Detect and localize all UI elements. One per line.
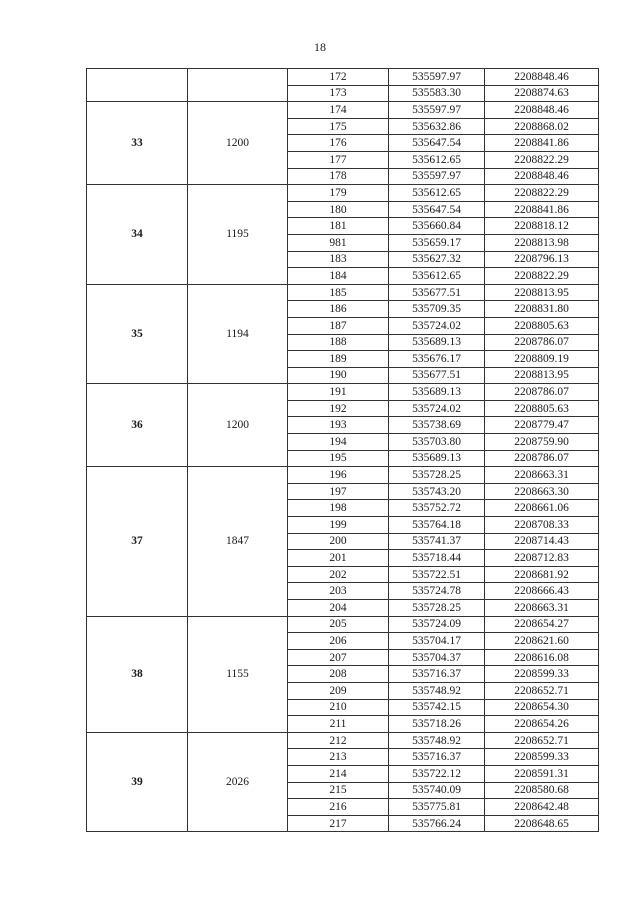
point-number-cell: 192 xyxy=(288,400,389,417)
plot-number-cell: 38 xyxy=(87,616,188,732)
x-coordinate-cell: 535597.97 xyxy=(389,168,485,185)
plot-number-cell: 37 xyxy=(87,467,188,616)
point-number-cell: 204 xyxy=(288,600,389,617)
point-number-cell: 199 xyxy=(288,517,389,534)
x-coordinate-cell: 535612.65 xyxy=(389,151,485,168)
x-coordinate-cell: 535728.25 xyxy=(389,600,485,617)
x-coordinate-cell: 535703.80 xyxy=(389,434,485,451)
point-number-cell: 188 xyxy=(288,334,389,351)
x-coordinate-cell: 535728.25 xyxy=(389,467,485,484)
point-number-cell: 200 xyxy=(288,533,389,550)
point-number-cell: 191 xyxy=(288,384,389,401)
y-coordinate-cell: 2208786.07 xyxy=(485,450,599,467)
point-number-cell: 213 xyxy=(288,749,389,766)
x-coordinate-cell: 535752.72 xyxy=(389,500,485,517)
x-coordinate-cell: 535740.09 xyxy=(389,782,485,799)
x-coordinate-cell: 535742.15 xyxy=(389,699,485,716)
y-coordinate-cell: 2208599.33 xyxy=(485,749,599,766)
y-coordinate-cell: 2208712.83 xyxy=(485,550,599,567)
y-coordinate-cell: 2208813.98 xyxy=(485,234,599,251)
y-coordinate-cell: 2208652.71 xyxy=(485,682,599,699)
point-number-cell: 190 xyxy=(288,367,389,384)
x-coordinate-cell: 535597.97 xyxy=(389,69,485,86)
y-coordinate-cell: 2208642.48 xyxy=(485,799,599,816)
x-coordinate-cell: 535709.35 xyxy=(389,301,485,318)
table-row xyxy=(87,102,599,119)
y-coordinate-cell: 2208708.33 xyxy=(485,517,599,534)
table-row xyxy=(87,69,599,86)
x-coordinate-cell: 535647.54 xyxy=(389,201,485,218)
y-coordinate-cell: 2208648.65 xyxy=(485,815,599,832)
area-cell: 1200 xyxy=(188,102,288,185)
plot-number-cell: 36 xyxy=(87,384,188,467)
x-coordinate-cell: 535724.02 xyxy=(389,400,485,417)
y-coordinate-cell: 2208681.92 xyxy=(485,566,599,583)
point-number-cell: 203 xyxy=(288,583,389,600)
point-number-cell: 184 xyxy=(288,268,389,285)
point-number-cell: 197 xyxy=(288,483,389,500)
plot-number-cell xyxy=(87,69,188,102)
y-coordinate-cell: 2208663.31 xyxy=(485,600,599,617)
point-number-cell: 202 xyxy=(288,566,389,583)
x-coordinate-cell: 535597.97 xyxy=(389,102,485,119)
point-number-cell: 177 xyxy=(288,151,389,168)
x-coordinate-cell: 535716.37 xyxy=(389,666,485,683)
point-number-cell: 196 xyxy=(288,467,389,484)
x-coordinate-cell: 535718.44 xyxy=(389,550,485,567)
y-coordinate-cell: 2208666.43 xyxy=(485,583,599,600)
x-coordinate-cell: 535689.13 xyxy=(389,384,485,401)
point-number-cell: 183 xyxy=(288,251,389,268)
point-number-cell: 205 xyxy=(288,616,389,633)
area-cell xyxy=(188,69,288,102)
x-coordinate-cell: 535748.92 xyxy=(389,682,485,699)
y-coordinate-cell: 2208813.95 xyxy=(485,284,599,301)
y-coordinate-cell: 2208654.26 xyxy=(485,716,599,733)
x-coordinate-cell: 535659.17 xyxy=(389,234,485,251)
point-number-cell: 216 xyxy=(288,799,389,816)
point-number-cell: 208 xyxy=(288,666,389,683)
y-coordinate-cell: 2208654.27 xyxy=(485,616,599,633)
x-coordinate-cell: 535722.51 xyxy=(389,566,485,583)
point-number-cell: 178 xyxy=(288,168,389,185)
point-number-cell: 981 xyxy=(288,234,389,251)
table-row xyxy=(87,467,599,484)
y-coordinate-cell: 2208663.30 xyxy=(485,483,599,500)
point-number-cell: 179 xyxy=(288,185,389,202)
x-coordinate-cell: 535689.13 xyxy=(389,450,485,467)
y-coordinate-cell: 2208786.07 xyxy=(485,334,599,351)
area-cell: 1195 xyxy=(188,185,288,285)
x-coordinate-cell: 535677.51 xyxy=(389,284,485,301)
x-coordinate-cell: 535612.65 xyxy=(389,268,485,285)
y-coordinate-cell: 2208663.31 xyxy=(485,467,599,484)
plot-number-cell: 33 xyxy=(87,102,188,185)
x-coordinate-cell: 535689.13 xyxy=(389,334,485,351)
y-coordinate-cell: 2208841.86 xyxy=(485,135,599,152)
point-number-cell: 198 xyxy=(288,500,389,517)
point-number-cell: 180 xyxy=(288,201,389,218)
table-row xyxy=(87,732,599,749)
x-coordinate-cell: 535583.30 xyxy=(389,85,485,102)
point-number-cell: 172 xyxy=(288,69,389,86)
x-coordinate-cell: 535743.20 xyxy=(389,483,485,500)
y-coordinate-cell: 2208818.12 xyxy=(485,218,599,235)
point-number-cell: 214 xyxy=(288,765,389,782)
x-coordinate-cell: 535741.37 xyxy=(389,533,485,550)
table-row xyxy=(87,384,599,401)
point-number-cell: 185 xyxy=(288,284,389,301)
coordinates-table xyxy=(86,68,599,832)
y-coordinate-cell: 2208654.30 xyxy=(485,699,599,716)
x-coordinate-cell: 535677.51 xyxy=(389,367,485,384)
point-number-cell: 189 xyxy=(288,351,389,368)
x-coordinate-cell: 535775.81 xyxy=(389,799,485,816)
y-coordinate-cell: 2208616.08 xyxy=(485,649,599,666)
y-coordinate-cell: 2208848.46 xyxy=(485,168,599,185)
y-coordinate-cell: 2208848.46 xyxy=(485,102,599,119)
x-coordinate-cell: 535718.26 xyxy=(389,716,485,733)
y-coordinate-cell: 2208809.19 xyxy=(485,351,599,368)
x-coordinate-cell: 535724.78 xyxy=(389,583,485,600)
x-coordinate-cell: 535704.17 xyxy=(389,633,485,650)
area-cell: 1194 xyxy=(188,284,288,384)
table-row xyxy=(87,616,599,633)
x-coordinate-cell: 535764.18 xyxy=(389,517,485,534)
x-coordinate-cell: 535612.65 xyxy=(389,185,485,202)
point-number-cell: 173 xyxy=(288,85,389,102)
y-coordinate-cell: 2208822.29 xyxy=(485,268,599,285)
point-number-cell: 207 xyxy=(288,649,389,666)
point-number-cell: 187 xyxy=(288,317,389,334)
point-number-cell: 217 xyxy=(288,815,389,832)
y-coordinate-cell: 2208831.80 xyxy=(485,301,599,318)
table-row xyxy=(87,185,599,202)
point-number-cell: 193 xyxy=(288,417,389,434)
point-number-cell: 186 xyxy=(288,301,389,318)
point-number-cell: 194 xyxy=(288,434,389,451)
point-number-cell: 195 xyxy=(288,450,389,467)
y-coordinate-cell: 2208874.63 xyxy=(485,85,599,102)
point-number-cell: 181 xyxy=(288,218,389,235)
y-coordinate-cell: 2208591.31 xyxy=(485,765,599,782)
y-coordinate-cell: 2208841.86 xyxy=(485,201,599,218)
x-coordinate-cell: 535704.37 xyxy=(389,649,485,666)
y-coordinate-cell: 2208580.68 xyxy=(485,782,599,799)
x-coordinate-cell: 535660.84 xyxy=(389,218,485,235)
point-number-cell: 175 xyxy=(288,118,389,135)
point-number-cell: 201 xyxy=(288,550,389,567)
coordinates-table-body xyxy=(87,69,599,832)
y-coordinate-cell: 2208805.63 xyxy=(485,400,599,417)
point-number-cell: 211 xyxy=(288,716,389,733)
area-cell: 1847 xyxy=(188,467,288,616)
x-coordinate-cell: 535724.02 xyxy=(389,317,485,334)
point-number-cell: 206 xyxy=(288,633,389,650)
x-coordinate-cell: 535766.24 xyxy=(389,815,485,832)
table-row xyxy=(87,284,599,301)
y-coordinate-cell: 2208621.60 xyxy=(485,633,599,650)
y-coordinate-cell: 2208599.33 xyxy=(485,666,599,683)
x-coordinate-cell: 535724.09 xyxy=(389,616,485,633)
y-coordinate-cell: 2208661.06 xyxy=(485,500,599,517)
point-number-cell: 176 xyxy=(288,135,389,152)
x-coordinate-cell: 535722.12 xyxy=(389,765,485,782)
x-coordinate-cell: 535627.32 xyxy=(389,251,485,268)
y-coordinate-cell: 2208805.63 xyxy=(485,317,599,334)
y-coordinate-cell: 2208786.07 xyxy=(485,384,599,401)
plot-number-cell: 34 xyxy=(87,185,188,285)
point-number-cell: 215 xyxy=(288,782,389,799)
plot-number-cell: 35 xyxy=(87,284,188,384)
x-coordinate-cell: 535632.86 xyxy=(389,118,485,135)
y-coordinate-cell: 2208848.46 xyxy=(485,69,599,86)
page-number: 18 xyxy=(314,40,326,54)
plot-number-cell: 39 xyxy=(87,732,188,832)
y-coordinate-cell: 2208759.90 xyxy=(485,434,599,451)
y-coordinate-cell: 2208822.29 xyxy=(485,185,599,202)
area-cell: 1200 xyxy=(188,384,288,467)
point-number-cell: 174 xyxy=(288,102,389,119)
point-number-cell: 209 xyxy=(288,682,389,699)
y-coordinate-cell: 2208714.43 xyxy=(485,533,599,550)
area-cell: 1155 xyxy=(188,616,288,732)
x-coordinate-cell: 535748.92 xyxy=(389,732,485,749)
x-coordinate-cell: 535716.37 xyxy=(389,749,485,766)
y-coordinate-cell: 2208813.95 xyxy=(485,367,599,384)
x-coordinate-cell: 535676.17 xyxy=(389,351,485,368)
point-number-cell: 212 xyxy=(288,732,389,749)
x-coordinate-cell: 535738.69 xyxy=(389,417,485,434)
x-coordinate-cell: 535647.54 xyxy=(389,135,485,152)
point-number-cell: 210 xyxy=(288,699,389,716)
y-coordinate-cell: 2208796.13 xyxy=(485,251,599,268)
y-coordinate-cell: 2208652.71 xyxy=(485,732,599,749)
area-cell: 2026 xyxy=(188,732,288,832)
y-coordinate-cell: 2208822.29 xyxy=(485,151,599,168)
y-coordinate-cell: 2208868.02 xyxy=(485,118,599,135)
y-coordinate-cell: 2208779.47 xyxy=(485,417,599,434)
